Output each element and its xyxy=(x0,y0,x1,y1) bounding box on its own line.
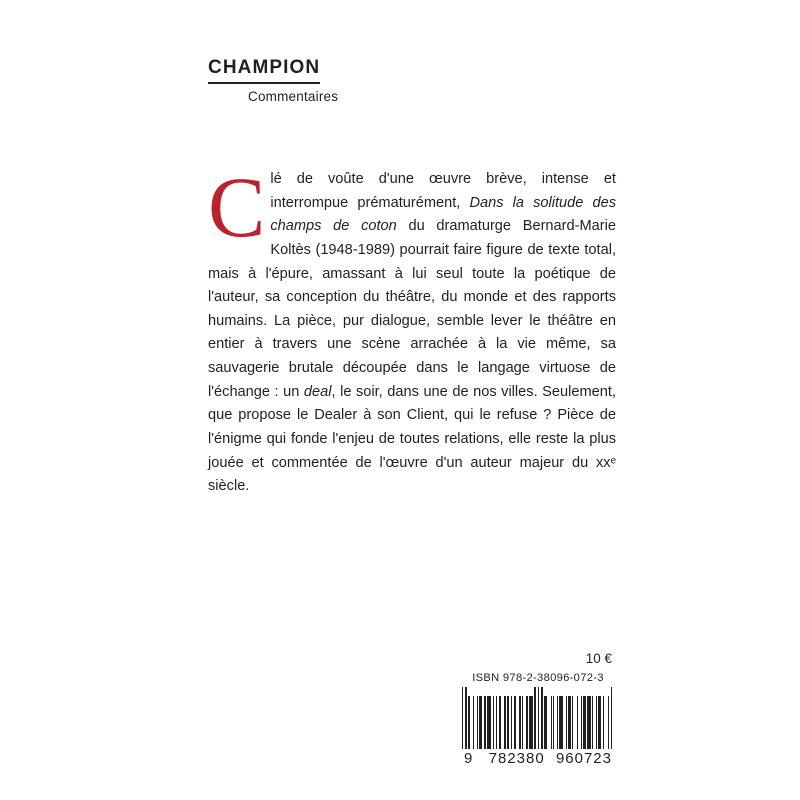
blurb-title-italic: Dans la solitude des champs de coton xyxy=(270,194,616,235)
blurb-text-part-2: du dramaturge Bernard-Marie Koltès (1948-1989) pourrait faire figure de texte total, mais à l'épure, amassant à lui seul toute la poétique de l'auteur, sa conception du théâtre, du monde et des rapports humains. La pièce, pur dialogue, semble lever le théâtre en entier à travers une scène arrachée à la vie même, sa sauvagerie brutale découpée dans le langage virtuose de l'échange : un xyxy=(208,218,616,400)
blurb-text-part-1: lé de voûte d'une œuvre brève, intense et interrompue prématurément, xyxy=(270,171,616,211)
publisher-collection: Commentaires xyxy=(248,88,339,104)
blurb-text-part-3: , le soir, dans une de nos villes. Seulement, que propose le Dealer à son Client, qui le refuse ? Pièce de l'énigme qui fonde l'enjeu de toutes relations, elle reste la plus jouée et commentée de l'œuvre d'un auteur majeur du xxᵉ siècle. xyxy=(208,383,616,495)
isbn-label: ISBN 978-2-38096-072-3 xyxy=(472,672,604,684)
barcode-block xyxy=(462,672,614,767)
barcode-image xyxy=(462,687,614,749)
price-label: 10 € xyxy=(585,651,612,666)
blurb-word-italic: deal xyxy=(303,383,332,400)
barcode-digits-left: 782380 xyxy=(488,750,545,767)
publisher-logo-block xyxy=(208,58,468,104)
back-cover-blurb xyxy=(208,159,616,499)
barcode-digits xyxy=(462,750,614,767)
barcode-lead-digit: 9 xyxy=(464,750,474,767)
barcode-digits-right: 960723 xyxy=(555,750,612,767)
publisher-name: CHAMPION xyxy=(208,58,320,84)
drop-cap: C xyxy=(208,159,266,255)
